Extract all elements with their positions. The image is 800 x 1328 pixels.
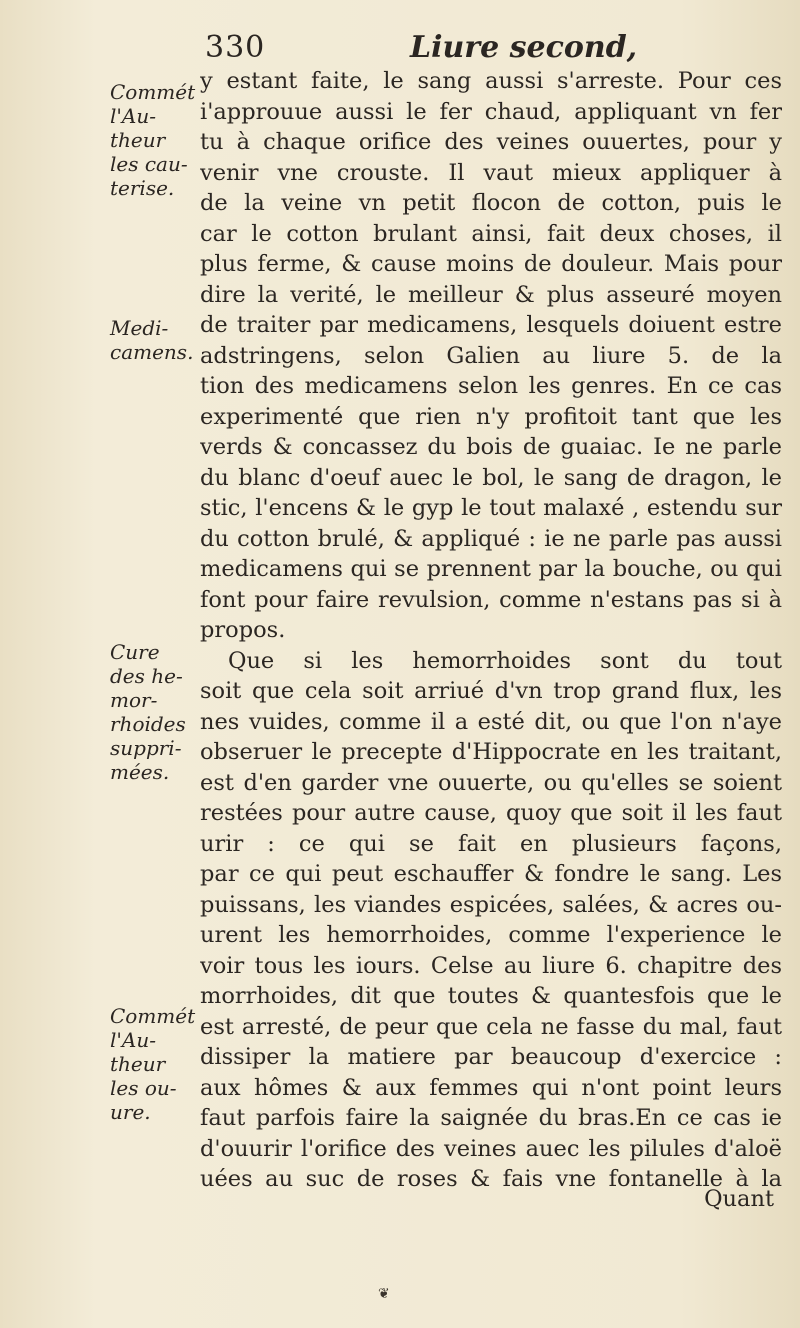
text-line: venir vne crouste. Il vaut mieux appliquer à — [200, 159, 782, 186]
catchword: Quant — [704, 1186, 774, 1212]
text-line: tu à chaque orifice des veines ouuertes, pour y — [200, 129, 782, 155]
text-line: dissiper la matiere par beaucoup d'exercice : — [200, 1044, 782, 1070]
text-line: i'approuue aussi le fer chaud, appliquant vn fer — [200, 98, 782, 125]
text-line: verds & concassez du bois de guaiac. Ie ne parle — [200, 434, 782, 460]
text-line: dire la verité, le meilleur & plus asseuré moyen — [200, 281, 782, 308]
text-line: du cotton brulé, & appliqué : ie ne parle pas aussi — [200, 525, 782, 552]
page-number: 330 — [205, 30, 266, 65]
text-line: experimenté que rien n'y profitoit tant que les — [200, 403, 782, 430]
text-line: medicamens qui se prennent par la bouche, ou qui — [200, 556, 782, 582]
text-line: voir tous les iours. Celse au liure 6. chapitre des — [200, 952, 782, 979]
text-line: soit que cela soit arriué d'vn trop grand flux, les — [200, 678, 782, 704]
text-line: car le cotton brulant ainsi, fait deux choses, il — [200, 220, 782, 247]
text-line: par ce qui peut eschauffer & fondre le sang. Les — [200, 861, 782, 887]
text-line: de la veine vn petit flocon de cotton, puis le — [200, 190, 782, 216]
text-line: puissans, les viandes espicées, salées, & acres ou- — [200, 891, 782, 918]
text-line: adstringens, selon Galien au liure 5. de la — [200, 342, 782, 369]
text-line: faut parfois faire la saignée du bras.En ce cas ie — [200, 1105, 782, 1131]
main-text-block — [200, 66, 782, 1195]
text-line: Que si les hemorrhoides sont du tout — [228, 647, 782, 674]
text-line: nes vuides, comme il a esté dit, ou que l'on n'aye — [200, 708, 782, 735]
text-line: urent les hemorrhoides, comme l'experience le — [200, 922, 782, 948]
running-title: Liure second, — [410, 30, 638, 65]
ornament-icon: ❦ — [378, 1286, 390, 1302]
text-line: d'ouurir l'orifice des veines auec les pilules d'aloë — [200, 1135, 782, 1162]
text-line: stic, l'encens & le gyp le tout malaxé , estendu sur — [200, 495, 782, 521]
text-line: morrhoides, dit que toutes & quantesfois que le — [200, 983, 782, 1009]
page-header — [205, 28, 725, 68]
text-line: restées pour autre cause, quoy que soit il les faut — [200, 800, 782, 826]
text-line: plus ferme, & cause moins de douleur. Mais pour — [200, 251, 782, 277]
text-line: aux hômes & aux femmes qui n'ont point leurs — [200, 1074, 782, 1101]
text-line: y estant faite, le sang aussi s'arreste. Pour ces — [200, 68, 782, 94]
margin-note-medicamens: Medi-camens. — [110, 316, 194, 364]
text-line: tion des medicamens selon les genres. En ce cas — [200, 373, 782, 399]
text-line: propos. — [200, 617, 286, 643]
text-line: font pour faire revulsion, comme n'estans pas si à — [200, 586, 782, 613]
text-line: de traiter par medicamens, lesquels doiuent estre — [200, 312, 782, 338]
margin-note-cauterise: Commét l'Au-theur les cau-terise. — [110, 80, 196, 200]
text-line: obseruer le precepte d'Hippocrate en les traitant, — [200, 739, 782, 765]
margin-note-ouure: Commét l'Au-theur les ou-ure. — [110, 1004, 196, 1124]
margin-note-cure-hemorrhoides: Cure des he-mor-rhoides suppri-mées. — [110, 640, 186, 784]
text-line: est d'en garder vne ouuerte, ou qu'elles se soient — [200, 769, 782, 796]
text-line: urir : ce qui se fait en plusieurs façons, — [200, 830, 782, 857]
text-line: est arresté, de peur que cela ne fasse du mal, faut — [200, 1013, 782, 1040]
text-line: uées au suc de roses & fais vne fontanelle à la — [200, 1166, 782, 1192]
text-line: du blanc d'oeuf auec le bol, le sang de dragon, le — [200, 464, 782, 491]
